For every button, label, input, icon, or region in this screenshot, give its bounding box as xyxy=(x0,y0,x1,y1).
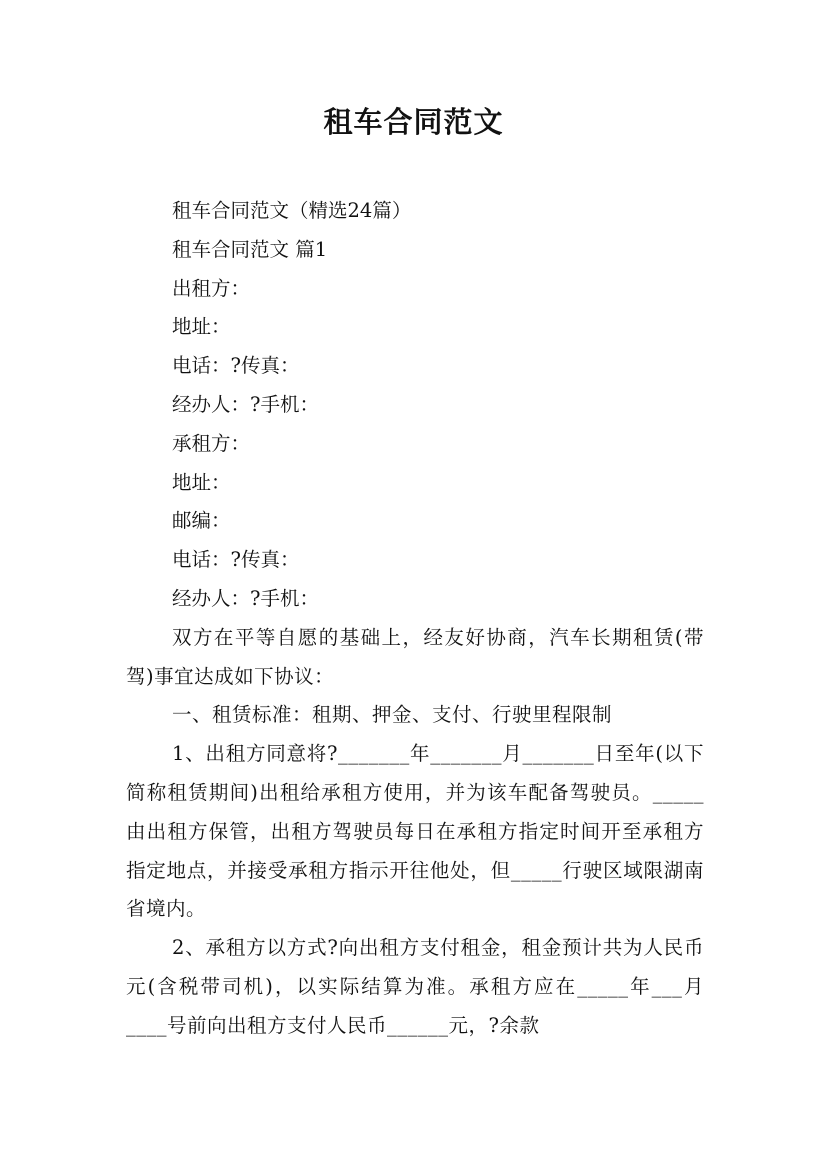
lessor-agent-mobile-label: 经办人：?手机： xyxy=(172,392,319,416)
document-body xyxy=(126,192,704,1046)
agreement-intro-paragraph: 双方在平等自愿的基础上，经友好协商，汽车长期租赁(带驾)事宜达成如下协议： xyxy=(126,625,704,688)
clause-1-paragraph: 1、出租方同意将?_______年_______月_______日至年(以下简称租赁期间)出租给承租方使用，并为该车配备驾驶员。_____由出租方保管，出租方驾驶员每日在承租方指定时间开至承租方指定地点，并接受承租方指示开往他处，但_____行驶区域限湖南省境内。 xyxy=(126,742,704,921)
document-title: 租车合同范文 xyxy=(323,105,504,139)
lessee-postcode-label: 邮编： xyxy=(172,509,231,533)
lessor-phone-fax-label: 电话：?传真： xyxy=(172,354,300,378)
lessee-phone-fax-label: 电话：?传真： xyxy=(172,548,300,572)
clause-2-paragraph: 2、承租方以方式?向出租方支付租金，租金预计共为人民币元(含税带司机)，以实际结算为准。承租方应在_____年___月____号前向出租方支付人民币______元，?余款 xyxy=(126,936,704,1037)
lessee-agent-mobile-label: 经办人：?手机： xyxy=(172,586,319,610)
section-heading: 租车合同范文 篇1 xyxy=(172,237,328,261)
subtitle-line: 租车合同范文（精选24篇） xyxy=(172,199,412,222)
lessor-label: 出租方： xyxy=(172,276,251,300)
clause-one-heading: 一、租赁标准：租期、押金、支付、行驶里程限制 xyxy=(172,703,613,727)
lessee-address-label: 地址： xyxy=(172,470,231,494)
lessor-address-label: 地址： xyxy=(172,315,231,339)
lessee-label: 承租方： xyxy=(172,431,251,455)
